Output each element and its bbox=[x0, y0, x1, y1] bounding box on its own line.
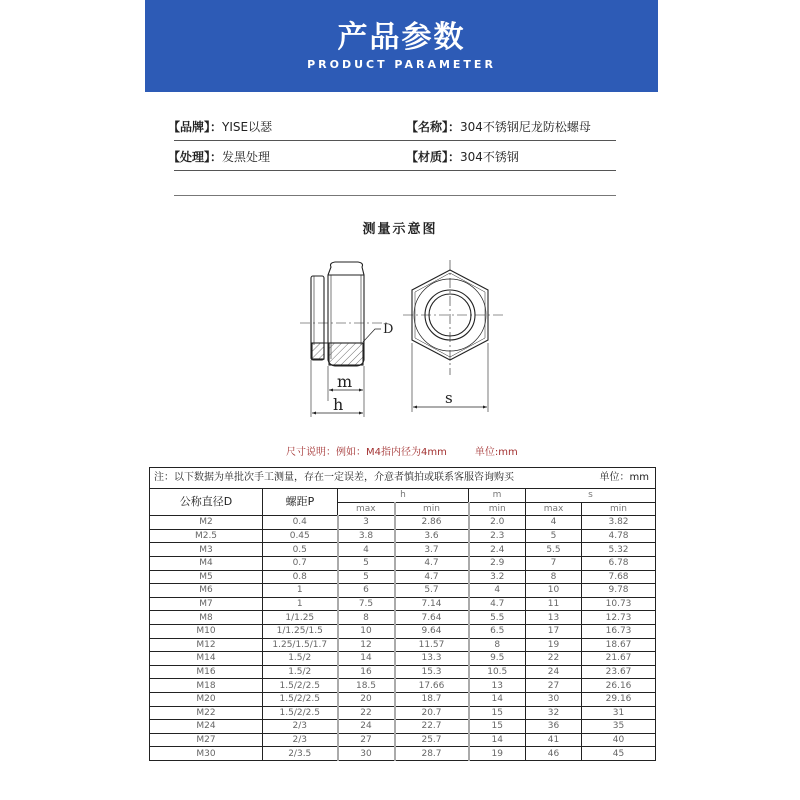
cell-diameter: M6 bbox=[150, 584, 263, 598]
table-row bbox=[150, 556, 656, 570]
cell-s-min: 5.32 bbox=[582, 543, 656, 557]
cell-pitch: 0.4 bbox=[263, 516, 338, 530]
cell-s-max: 13 bbox=[526, 611, 582, 625]
cell-s-min: 4.78 bbox=[582, 529, 656, 543]
cell-m-min: 13 bbox=[469, 679, 526, 693]
table-row bbox=[150, 706, 656, 720]
side-view bbox=[300, 262, 387, 417]
cell-s-max: 7 bbox=[526, 556, 582, 570]
table-row bbox=[150, 692, 656, 706]
cell-pitch: 1 bbox=[263, 584, 338, 598]
cell-diameter: M4 bbox=[150, 556, 263, 570]
top-view bbox=[403, 260, 505, 412]
cell-m-min: 3.2 bbox=[469, 570, 526, 584]
cell-h-max: 8 bbox=[338, 611, 395, 625]
cell-m-min: 2.4 bbox=[469, 543, 526, 557]
cell-h-max: 6 bbox=[338, 584, 395, 598]
cell-s-min: 45 bbox=[582, 747, 656, 761]
cell-m-min: 6.5 bbox=[469, 624, 526, 638]
cell-h-min: 3.6 bbox=[395, 529, 469, 543]
table-row bbox=[150, 624, 656, 638]
cell-s-min: 6.78 bbox=[582, 556, 656, 570]
table-row bbox=[150, 597, 656, 611]
cell-h-min: 7.14 bbox=[395, 597, 469, 611]
cell-diameter: M3 bbox=[150, 543, 263, 557]
cell-s-min: 18.67 bbox=[582, 638, 656, 652]
cell-h-min: 7.64 bbox=[395, 611, 469, 625]
cell-h-max: 7.5 bbox=[338, 597, 395, 611]
cell-s-min: 7.68 bbox=[582, 570, 656, 584]
cell-diameter: M12 bbox=[150, 638, 263, 652]
col-header-h: h bbox=[338, 489, 469, 503]
cell-s-max: 5 bbox=[526, 529, 582, 543]
cell-s-min: 16.73 bbox=[582, 624, 656, 638]
size-note-text: 尺寸说明：例如：M4指内径为4mm bbox=[286, 447, 447, 458]
cell-s-max: 27 bbox=[526, 679, 582, 693]
size-note bbox=[286, 443, 518, 458]
cell-diameter: M5 bbox=[150, 570, 263, 584]
cell-h-max: 22 bbox=[338, 706, 395, 720]
label-s: s bbox=[445, 389, 453, 407]
cell-m-min: 4.7 bbox=[469, 597, 526, 611]
cell-h-min: 3.7 bbox=[395, 543, 469, 557]
size-note-unit: 单位:mm bbox=[474, 447, 518, 458]
cell-s-max: 36 bbox=[526, 720, 582, 734]
cell-diameter: M2.5 bbox=[150, 529, 263, 543]
cell-pitch: 0.45 bbox=[263, 529, 338, 543]
cell-pitch: 1/1.25/1.5 bbox=[263, 624, 338, 638]
table-row bbox=[150, 584, 656, 598]
cell-m-min: 15 bbox=[469, 720, 526, 734]
cell-pitch: 0.5 bbox=[263, 543, 338, 557]
cell-h-min: 22.7 bbox=[395, 720, 469, 734]
cell-s-max: 4 bbox=[526, 516, 582, 530]
cell-diameter: M2 bbox=[150, 516, 263, 530]
cell-h-max: 20 bbox=[338, 692, 395, 706]
cell-s-min: 3.82 bbox=[582, 516, 656, 530]
cell-pitch: 1/1.25 bbox=[263, 611, 338, 625]
col-header-s-min: min bbox=[582, 502, 656, 516]
cell-diameter: M10 bbox=[150, 624, 263, 638]
cell-m-min: 5.5 bbox=[469, 611, 526, 625]
table-row bbox=[150, 516, 656, 530]
cell-m-min: 10.5 bbox=[469, 665, 526, 679]
cell-diameter: M14 bbox=[150, 652, 263, 666]
cell-diameter: M24 bbox=[150, 720, 263, 734]
header-banner bbox=[145, 0, 658, 92]
cell-h-min: 2.86 bbox=[395, 516, 469, 530]
diagram-title: 测量示意图 bbox=[362, 222, 438, 237]
nut-measurement-diagram bbox=[295, 255, 515, 425]
table-body bbox=[150, 516, 656, 761]
cell-s-min: 23.67 bbox=[582, 665, 656, 679]
cell-m-min: 2.9 bbox=[469, 556, 526, 570]
cell-h-max: 30 bbox=[338, 747, 395, 761]
divider bbox=[174, 195, 616, 196]
cell-s-max: 5.5 bbox=[526, 543, 582, 557]
table-row bbox=[150, 543, 656, 557]
cell-h-min: 5.7 bbox=[395, 584, 469, 598]
table-row bbox=[150, 529, 656, 543]
cell-h-min: 4.7 bbox=[395, 570, 469, 584]
label-h: h bbox=[333, 395, 344, 414]
col-header-s-max: max bbox=[526, 502, 582, 516]
page-subtitle: PRODUCT PARAMETER bbox=[307, 58, 496, 71]
col-header-h-min: min bbox=[395, 502, 469, 516]
cell-m-min: 8 bbox=[469, 638, 526, 652]
cell-diameter: M7 bbox=[150, 597, 263, 611]
cell-h-min: 15.3 bbox=[395, 665, 469, 679]
cell-s-min: 21.67 bbox=[582, 652, 656, 666]
cell-diameter: M18 bbox=[150, 679, 263, 693]
cell-diameter: M22 bbox=[150, 706, 263, 720]
cell-s-max: 24 bbox=[526, 665, 582, 679]
spec-table bbox=[149, 467, 656, 761]
table-note: 注：以下数据为单批次手工测量，存在一定误差，介意者慎拍或联系客服咨询购买 单位：mm bbox=[150, 468, 656, 489]
cell-pitch: 2/3 bbox=[263, 720, 338, 734]
cell-m-min: 4 bbox=[469, 584, 526, 598]
cell-diameter: M30 bbox=[150, 747, 263, 761]
cell-diameter: M27 bbox=[150, 733, 263, 747]
cell-h-max: 5 bbox=[338, 556, 395, 570]
cell-s-max: 11 bbox=[526, 597, 582, 611]
table-row bbox=[150, 665, 656, 679]
name-field: 【名称】：304不锈钢尼龙防松螺母 bbox=[406, 120, 591, 134]
cell-h-min: 20.7 bbox=[395, 706, 469, 720]
cell-h-min: 18.7 bbox=[395, 692, 469, 706]
cell-m-min: 9.5 bbox=[469, 652, 526, 666]
col-header-pitch: 螺距P bbox=[263, 489, 338, 516]
cell-s-min: 9.78 bbox=[582, 584, 656, 598]
cell-s-min: 10.73 bbox=[582, 597, 656, 611]
cell-h-max: 12 bbox=[338, 638, 395, 652]
cell-s-max: 10 bbox=[526, 584, 582, 598]
treatment-field: 【处理】：发黑处理 bbox=[168, 150, 271, 164]
cell-pitch: 1.5/2/2.5 bbox=[263, 679, 338, 693]
table-row bbox=[150, 733, 656, 747]
brand-field: 【品牌】：YISE以瑟 bbox=[168, 120, 273, 134]
cell-h-max: 27 bbox=[338, 733, 395, 747]
info-row bbox=[168, 110, 616, 141]
col-header-m-min: min bbox=[469, 502, 526, 516]
cell-h-min: 13.3 bbox=[395, 652, 469, 666]
cell-h-max: 4 bbox=[338, 543, 395, 557]
cell-pitch: 1.5/2 bbox=[263, 665, 338, 679]
cell-pitch: 2/3.5 bbox=[263, 747, 338, 761]
cell-m-min: 2.0 bbox=[469, 516, 526, 530]
label-d: D bbox=[383, 322, 394, 337]
cell-s-max: 46 bbox=[526, 747, 582, 761]
table-row bbox=[150, 652, 656, 666]
cell-h-max: 3.8 bbox=[338, 529, 395, 543]
cell-h-min: 25.7 bbox=[395, 733, 469, 747]
cell-h-max: 16 bbox=[338, 665, 395, 679]
cell-pitch: 1.5/2/2.5 bbox=[263, 706, 338, 720]
cell-s-max: 41 bbox=[526, 733, 582, 747]
label-m: m bbox=[337, 372, 353, 391]
cell-h-max: 24 bbox=[338, 720, 395, 734]
cell-h-max: 3 bbox=[338, 516, 395, 530]
table-row bbox=[150, 570, 656, 584]
table-unit: 单位：mm bbox=[599, 472, 650, 483]
col-header-h-max: max bbox=[338, 502, 395, 516]
col-header-s: s bbox=[526, 489, 656, 503]
cell-m-min: 15 bbox=[469, 706, 526, 720]
cell-s-max: 30 bbox=[526, 692, 582, 706]
col-header-diameter: 公称直径D bbox=[150, 489, 263, 516]
cell-m-min: 14 bbox=[469, 733, 526, 747]
cell-pitch: 0.7 bbox=[263, 556, 338, 570]
table-row bbox=[150, 611, 656, 625]
cell-diameter: M16 bbox=[150, 665, 263, 679]
table-header-row bbox=[150, 489, 656, 503]
table-row bbox=[150, 747, 656, 761]
table-row bbox=[150, 638, 656, 652]
cell-pitch: 0.8 bbox=[263, 570, 338, 584]
cell-s-max: 8 bbox=[526, 570, 582, 584]
cell-s-max: 19 bbox=[526, 638, 582, 652]
cell-s-max: 22 bbox=[526, 652, 582, 666]
cell-m-min: 2.3 bbox=[469, 529, 526, 543]
cell-m-min: 14 bbox=[469, 692, 526, 706]
cell-s-max: 17 bbox=[526, 624, 582, 638]
table-note-row bbox=[150, 468, 656, 489]
cell-pitch: 1.5/2/2.5 bbox=[263, 692, 338, 706]
cell-h-max: 18.5 bbox=[338, 679, 395, 693]
cell-h-max: 10 bbox=[338, 624, 395, 638]
material-field: 【材质】：304不锈钢 bbox=[406, 150, 519, 164]
cell-pitch: 1.5/2 bbox=[263, 652, 338, 666]
cell-diameter: M20 bbox=[150, 692, 263, 706]
cell-pitch: 1.25/1.5/1.7 bbox=[263, 638, 338, 652]
cell-s-min: 40 bbox=[582, 733, 656, 747]
cell-h-min: 17.66 bbox=[395, 679, 469, 693]
cell-s-min: 26.16 bbox=[582, 679, 656, 693]
cell-s-min: 12.73 bbox=[582, 611, 656, 625]
cell-diameter: M8 bbox=[150, 611, 263, 625]
col-header-m: m bbox=[469, 489, 526, 503]
cell-pitch: 1 bbox=[263, 597, 338, 611]
cell-s-min: 35 bbox=[582, 720, 656, 734]
cell-h-min: 11.57 bbox=[395, 638, 469, 652]
cell-h-min: 4.7 bbox=[395, 556, 469, 570]
info-row bbox=[168, 140, 616, 171]
cell-s-min: 31 bbox=[582, 706, 656, 720]
cell-s-max: 32 bbox=[526, 706, 582, 720]
page-title: 产品参数 bbox=[337, 20, 466, 55]
cell-s-min: 29.16 bbox=[582, 692, 656, 706]
cell-h-max: 14 bbox=[338, 652, 395, 666]
cell-h-min: 28.7 bbox=[395, 747, 469, 761]
cell-pitch: 2/3 bbox=[263, 733, 338, 747]
cell-h-min: 9.64 bbox=[395, 624, 469, 638]
table-row bbox=[150, 679, 656, 693]
cell-h-max: 5 bbox=[338, 570, 395, 584]
cell-m-min: 19 bbox=[469, 747, 526, 761]
table-row bbox=[150, 720, 656, 734]
